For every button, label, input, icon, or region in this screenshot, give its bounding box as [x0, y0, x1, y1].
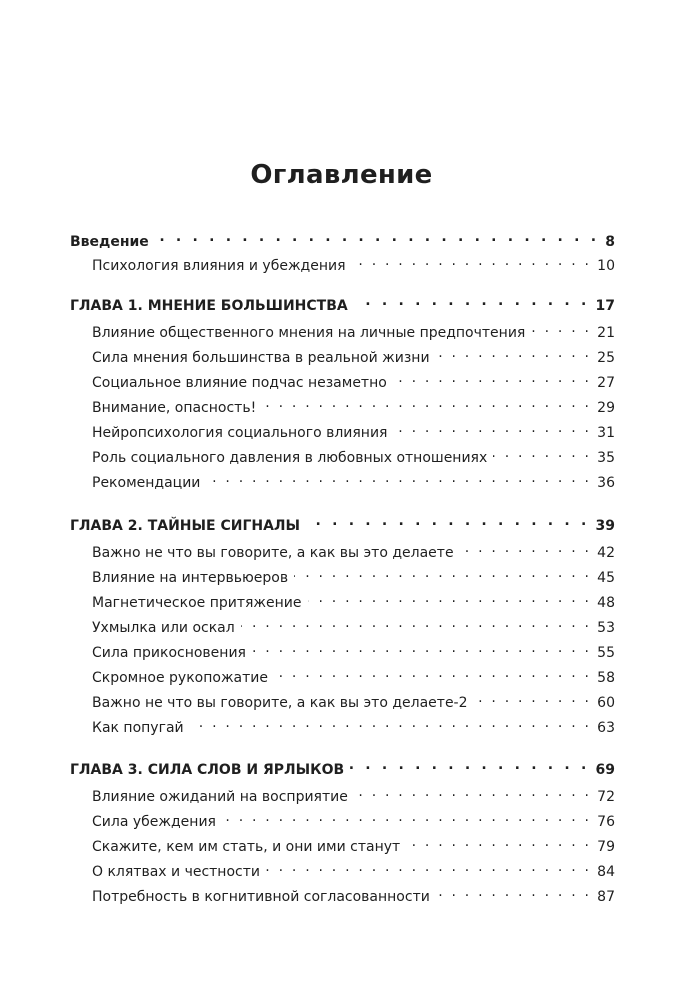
toc-entry-title: Внимание, опасность! — [92, 400, 257, 416]
toc-page-number: 39 — [595, 518, 615, 534]
toc-entry[interactable] — [92, 394, 615, 417]
toc-entry[interactable] — [92, 469, 615, 492]
toc-entry-title: Рекомендации — [92, 475, 201, 491]
toc-chapter-entry[interactable] — [70, 756, 615, 779]
toc-entry[interactable] — [92, 419, 615, 442]
dot-leader — [206, 469, 591, 487]
toc-entry-title: Важно не что вы говорите, а как вы это делаете-2 — [92, 695, 468, 711]
toc-entry-title: Ухмылка или оскал — [92, 620, 235, 636]
dot-leader — [531, 319, 591, 337]
dot-leader — [393, 369, 591, 387]
toc-entry[interactable] — [92, 639, 615, 662]
toc-entry-title: Нейропсихология социального влияния — [92, 425, 388, 441]
toc-entry[interactable] — [92, 369, 615, 392]
toc-page-number: 87 — [597, 889, 615, 905]
toc-page-number: 35 — [597, 450, 615, 466]
dot-leader — [266, 858, 591, 876]
toc-page-number: 76 — [597, 814, 615, 830]
toc-entry-title: Скромное рукопожатие — [92, 670, 268, 686]
toc-chapter-entry[interactable] — [70, 292, 615, 315]
toc-page-number: 21 — [597, 325, 615, 341]
toc-entry[interactable] — [92, 614, 615, 637]
toc-page-number: 60 — [597, 695, 615, 711]
toc-page-number: 31 — [597, 425, 615, 441]
toc-page-number: 36 — [597, 475, 615, 491]
toc-entry-title: Влияние ожиданий на восприятие — [92, 789, 348, 805]
toc-entry-title: Сила убеждения — [92, 814, 216, 830]
toc-entry-title: Как попугай — [92, 720, 184, 736]
toc-entry[interactable] — [92, 344, 615, 367]
toc-entry[interactable] — [92, 444, 615, 467]
toc-page-number: 69 — [595, 762, 615, 778]
toc-chapter-title: ГЛАВА 1. МНЕНИЕ БОЛЬШИНСТВА — [70, 298, 348, 314]
dot-leader — [393, 419, 591, 437]
toc-entry-title: Социальное влияние подчас незаметно — [92, 375, 387, 391]
dot-leader — [436, 883, 591, 901]
toc-page-number: 42 — [597, 545, 615, 561]
dot-leader — [252, 639, 591, 657]
toc-entry-title: Магнетическое притяжение — [92, 595, 302, 611]
dot-leader — [274, 664, 591, 682]
toc-entry[interactable] — [92, 252, 615, 275]
toc-entry[interactable] — [92, 783, 615, 806]
dot-leader — [406, 833, 591, 851]
dot-leader — [350, 756, 589, 774]
toc-page-number: 58 — [597, 670, 615, 686]
toc-entry-title: Влияние на интервьюеров — [92, 570, 289, 586]
toc-entry-title: Психология влияния и убеждения — [92, 258, 346, 274]
toc-page-number: 27 — [597, 375, 615, 391]
toc-page-number: 8 — [605, 234, 615, 250]
toc-entry-title: О клятвах и честности — [92, 864, 260, 880]
dot-leader — [354, 783, 591, 801]
dot-leader — [222, 808, 591, 826]
dot-leader — [474, 689, 592, 707]
toc-page-number: 17 — [595, 298, 615, 314]
toc-entry-title: Скажите, кем им стать, и они ими станут — [92, 839, 401, 855]
toc-entry-title: Сила мнения большинства в реальной жизни — [92, 350, 430, 366]
toc-entry[interactable] — [92, 589, 615, 612]
toc-chapter-title: ГЛАВА 3. СИЛА СЛОВ И ЯРЛЫКОВ — [70, 762, 345, 778]
dot-leader — [436, 344, 592, 362]
toc-chapter-entry[interactable] — [70, 512, 615, 535]
dot-leader — [262, 394, 591, 412]
toc-page-number: 48 — [597, 595, 615, 611]
toc-page-number: 29 — [597, 400, 615, 416]
toc-page-number: 55 — [597, 645, 615, 661]
dot-leader — [155, 228, 599, 246]
toc-page-number: 84 — [597, 864, 615, 880]
toc-entry[interactable] — [92, 564, 615, 587]
dot-leader — [190, 714, 592, 732]
toc-entry-title: Влияние общественного мнения на личные предпочтения — [92, 325, 526, 341]
toc-entry[interactable] — [92, 539, 615, 562]
dot-leader — [306, 512, 589, 530]
toc-entry-title: Сила прикосновения — [92, 645, 246, 661]
toc-page-number: 63 — [597, 720, 615, 736]
toc-page-number: 25 — [597, 350, 615, 366]
toc-entry[interactable] — [92, 883, 615, 906]
toc-page-number: 45 — [597, 570, 615, 586]
dot-leader — [352, 252, 592, 270]
toc-entry[interactable] — [92, 319, 615, 342]
toc-page-number: 79 — [597, 839, 615, 855]
page-title: Оглавление — [250, 160, 433, 190]
toc-entry-title: Роль социального давления в любовных отношениях — [92, 450, 488, 466]
dot-leader — [241, 614, 591, 632]
toc-page-number: 10 — [597, 258, 615, 274]
toc-chapter-entry[interactable] — [70, 228, 615, 251]
toc-page-number: 72 — [597, 789, 615, 805]
dot-leader — [493, 444, 591, 462]
dot-leader — [354, 292, 590, 310]
toc-entry-title: Важно не что вы говорите, а как вы это делаете — [92, 545, 454, 561]
toc-chapter-title: Введение — [70, 234, 149, 250]
toc-page-number: 53 — [597, 620, 615, 636]
toc-entry[interactable] — [92, 858, 615, 881]
toc-chapter-title: ГЛАВА 2. ТАЙНЫЕ СИГНАЛЫ — [70, 518, 301, 534]
toc-entry[interactable] — [92, 833, 615, 856]
toc-entry-title: Потребность в когнитивной согласованности — [92, 889, 430, 905]
dot-leader — [294, 564, 591, 582]
toc-entry[interactable] — [92, 664, 615, 687]
dot-leader — [308, 589, 592, 607]
toc-entry[interactable] — [92, 714, 615, 737]
dot-leader — [460, 539, 592, 557]
toc-entry[interactable] — [92, 808, 615, 831]
toc-entry[interactable] — [92, 689, 615, 712]
